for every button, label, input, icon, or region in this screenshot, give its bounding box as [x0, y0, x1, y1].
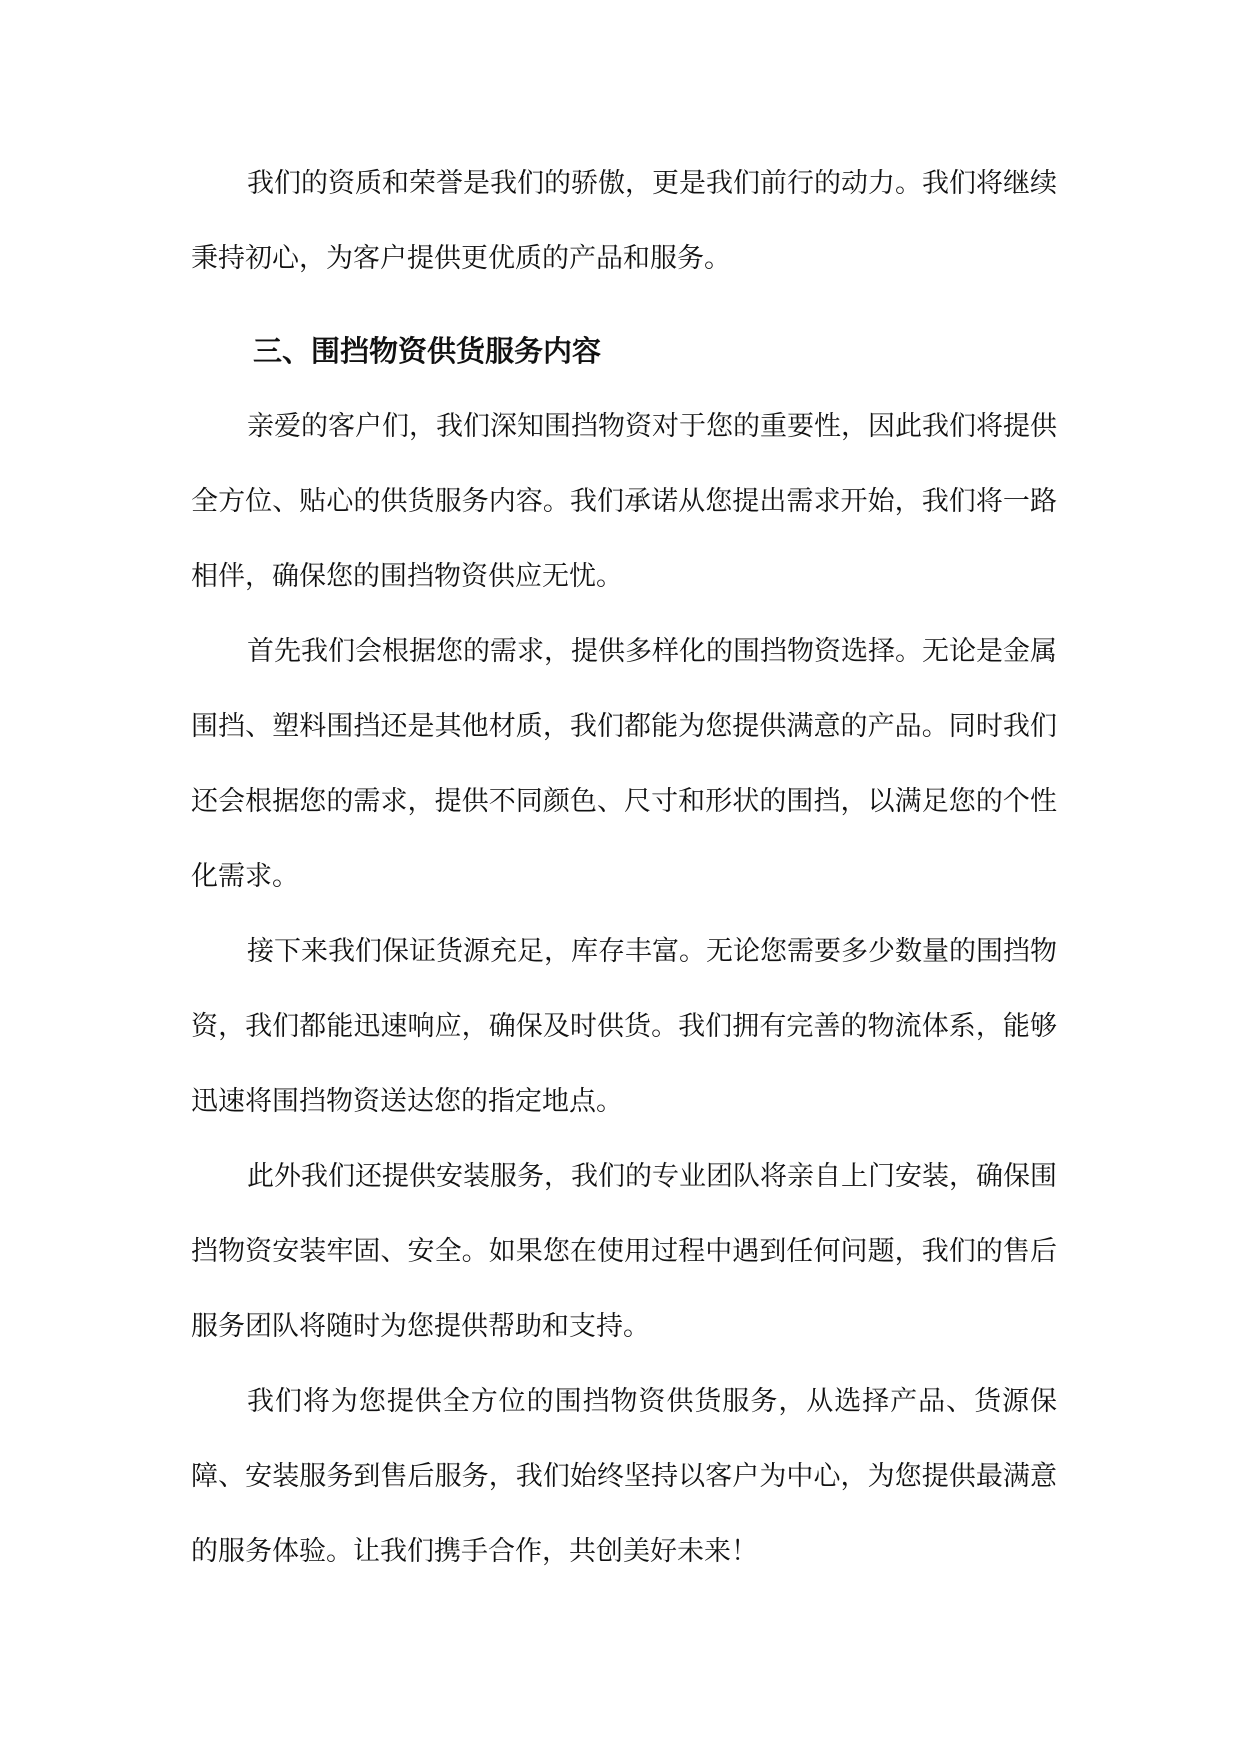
body-paragraph: 首先我们会根据您的需求，提供多样化的围挡物资选择。无论是金属围挡、塑料围挡还是其他材质，我们都能为您提供满意的产品。同时我们还会根据您的需求，提供不同颜色、尺寸和形状的围挡，以满足您的个性化需求。: [191, 636, 1057, 892]
document-body: [191, 146, 1057, 1589]
body-paragraph: 此外我们还提供安装服务，我们的专业团队将亲自上门安装，确保围挡物资安装牢固、安全。如果您在使用过程中遇到任何问题，我们的售后服务团队将随时为您提供帮助和支持。: [191, 1161, 1057, 1342]
body-paragraph: 我们将为您提供全方位的围挡物资供货服务，从选择产品、货源保障、安装服务到售后服务，我们始终坚持以客户为中心，为您提供最满意的服务体验。让我们携手合作，共创美好未来！: [191, 1386, 1057, 1567]
section-heading: 三、围挡物资供货服务内容: [253, 334, 602, 368]
body-paragraph: 亲爱的客户们，我们深知围挡物资对于您的重要性，因此我们将提供全方位、贴心的供货服务内容。我们承诺从您提出需求开始，我们将一路相伴，确保您的围挡物资供应无忧。: [191, 411, 1057, 592]
body-paragraph: 接下来我们保证货源充足，库存丰富。无论您需要多少数量的围挡物资，我们都能迅速响应，确保及时供货。我们拥有完善的物流体系，能够迅速将围挡物资送达您的指定地点。: [191, 936, 1057, 1117]
intro-paragraph: 我们的资质和荣誉是我们的骄傲，更是我们前行的动力。我们将继续秉持初心，为客户提供更优质的产品和服务。: [191, 168, 1057, 274]
